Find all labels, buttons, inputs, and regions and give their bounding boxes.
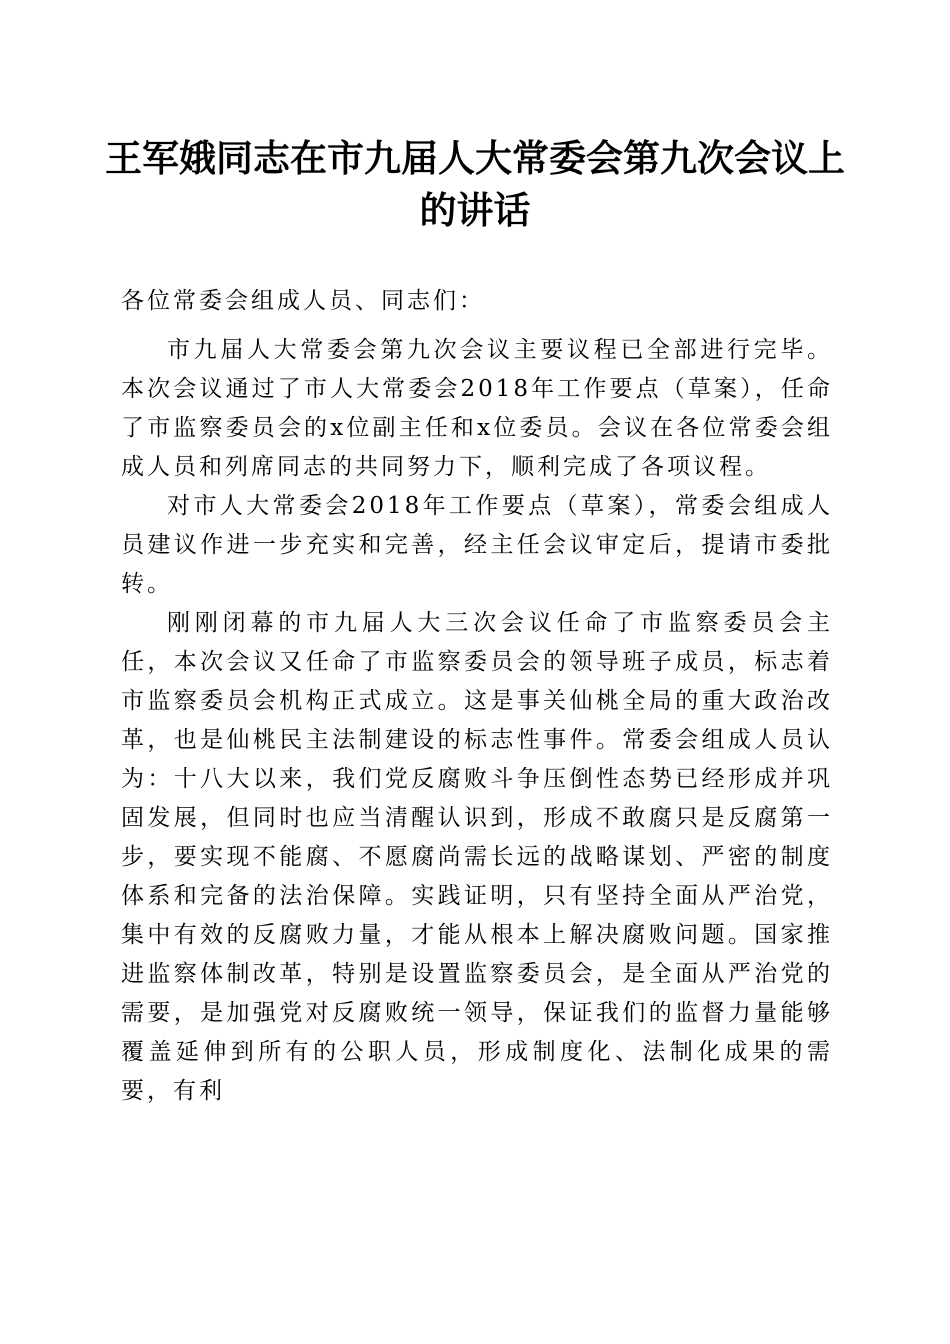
document-title <box>100 132 850 236</box>
document-body <box>121 282 833 1111</box>
title-line-2: 的讲话 <box>419 188 531 232</box>
salutation: 各位常委会组成人员、同志们： <box>121 288 485 314</box>
title-line-1: 王军娥同志在市九届人大常委会第九次会议上 <box>105 136 845 180</box>
paragraph-1: 市九届人大常委会第九次会议主要议程已全部进行完毕。本次会议通过了市人大常委会2018年工作要点（草案），任命了市监察委员会的x位副主任和x位委员。会议在各位常委会组成人员和列席同志的共同努力下，顺利完成了各项议程。 <box>121 337 833 480</box>
paragraph-3: 刚刚闭幕的市九届人大三次会议任命了市监察委员会主任，本次会议又任命了市监察委员会的领导班子成员，标志着市监察委员会机构正式成立。这是事关仙桃全局的重大政治改革，也是仙桃民主法制建设的标志性事件。常委会组成人员认为：十八大以来，我们党反腐败斗争压倒性态势已经形成并巩固发展，但同时也应当清醒认识到，形成不敢腐只是反腐第一步，要实现不能腐、不愿腐尚需长远的战略谋划、严密的制度体系和完备的法治保障。实践证明，只有坚持全面从严治党，集中有效的反腐败力量，才能从根本上解决腐败问题。国家推进监察体制改革，特别是设置监察委员会，是全面从严治党的需要，是加强党对反腐败统一领导，保证我们的监督力量能够覆盖延伸到所有的公职人员，形成制度化、法制化成果的需要，有利 <box>121 610 833 1104</box>
paragraph-2: 对市人大常委会2018年工作要点（草案），常委会组成人员建议作进一步充实和完善，经主任会议审定后，提请市委批转。 <box>121 493 833 597</box>
